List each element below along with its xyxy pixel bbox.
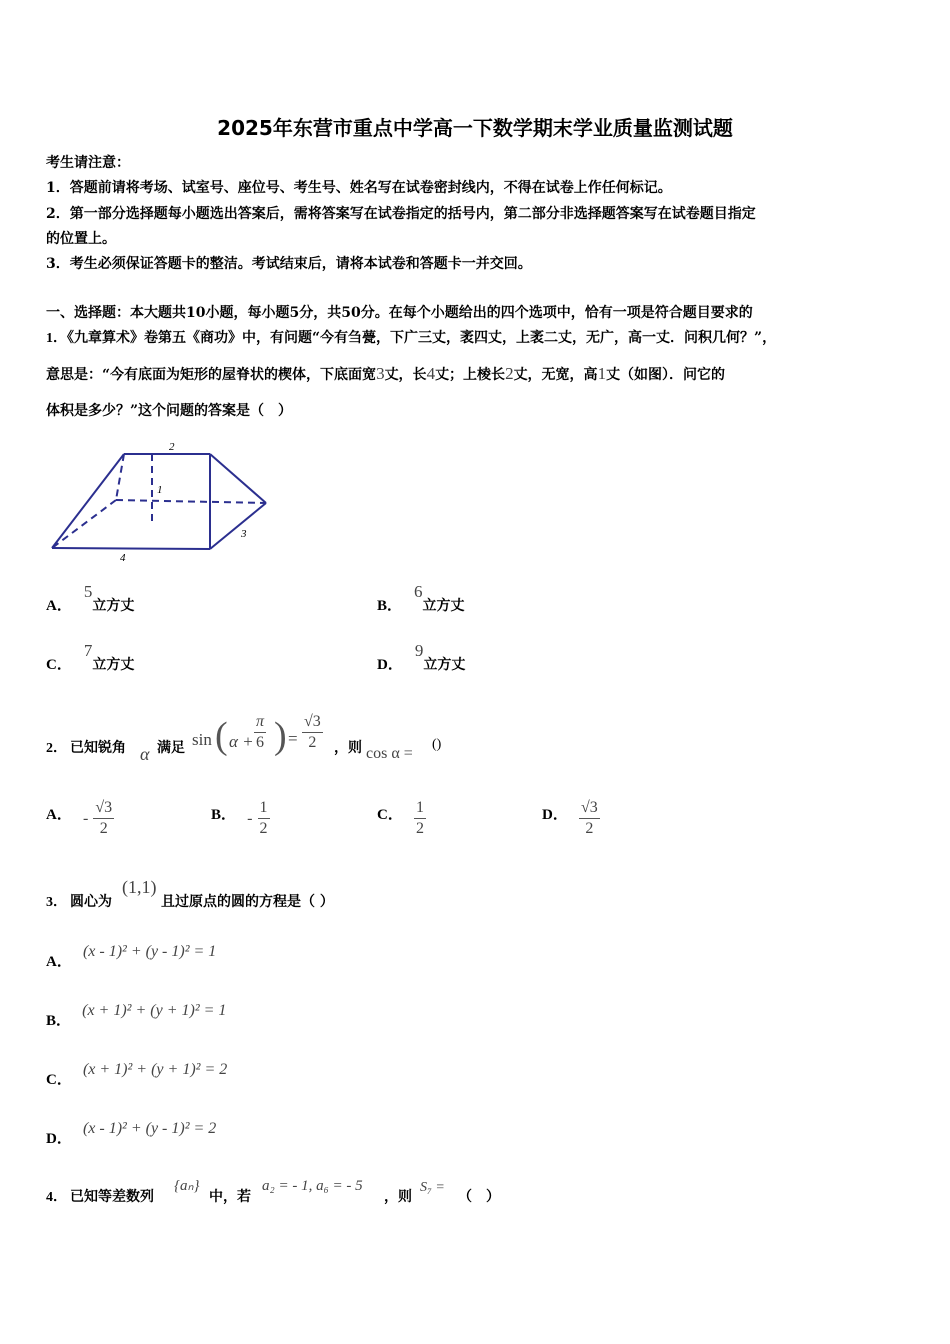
q3-option-c[interactable]: C． (x + 1)² + (y + 1)² = 2 [46, 1061, 228, 1088]
q3-option-b[interactable]: B． (x + 1)² + (y + 1)² = 1 [46, 1002, 227, 1029]
expression: α + [229, 732, 254, 751]
figure-hidden-edge [116, 454, 124, 500]
notice-item: 3．考生必须保证答题卡的整洁。考试结束后，请将本试卷和答题卡一并交回。 [46, 256, 532, 272]
option-expression: (x - 1)² + (y - 1)² = 2 [82, 1120, 217, 1137]
question-text: ，则 [334, 740, 362, 756]
answer-paren: () [432, 737, 442, 752]
question-1-line2 [46, 364, 725, 384]
question-number: 4． [46, 1190, 67, 1205]
figure-hidden-edge [116, 500, 266, 503]
pi-over-six: $\frac{\pi}{6}$ [256, 713, 265, 751]
q1-option-b[interactable]: B．6立方丈 [377, 582, 465, 614]
sum-expression: S₇ = [420, 1180, 445, 1195]
exam-page: 2025年东营市重点中学高一下数学期末学业质量监测试题 考生请注意： 1．答题前请将考场、试室号、座位号、考生号、姓名写在试卷密封线内，不得在试卷上作任何标记。 2．第一部分选择题每小题选出答案后，需将答案写在试卷指定的括号内，第二部分非选择题答案写在试卷题目指定 的位置上。 3．考生必须保证答题卡的整洁。考试结束后，请将本试卷和答题卡一并交回。 一、选择题：本大题共10小题，每小题5分，共50分。在每个小题给出的四个选项中，恰有一项是符合题目要求的 1．《九章算术》卷第五《商功》中，有问题“今有刍甍，下广三丈，袤四丈，上袤二丈，无广，高一丈．问积几何？”， 意思是：“今有底面为矩形的屋脊状的楔体，下底面宽3丈，长4丈；上棱长2丈，无宽，高1丈（如图）．问它的 体积是多少？”这个问题的答案是（ ） 2 1 3 4 A．5立方丈 B．6立方丈 C．7立方丈 D．9立方丈 2． 已知锐角 α 满足 sin ( α + $\frac{\pi}{6}$ ) = $\frac{√3}{2}$ ，则 cos α = () A． - $\frac{√3}{2}$ B． - $\frac{1}{2}$ C． $\frac{1}{2}$ D． $\frac{√3}{2}$ 3． 圆心为 (1,1) 且过原点的圆的方程是（ ） A． (x - 1)² + (y - 1)² = 1 B． (x + 1)² + (y + 1)² = 1 C． (x + 1)² + (y + 1)² = 2 D． (x - 1)² + (y - 1)² = 2 4． 已知等差数列 {aₙ} 中，若 a₂ = - 1, a₆ = - 5 ，则 S₇ = （ ） [0, 0, 950, 1344]
length-value: 4 [426, 364, 436, 383]
q2-option-b[interactable]: B． - $\frac{1}{2}$ [211, 799, 268, 837]
question-text: 且过原点的圆的方程是（ ） [161, 894, 334, 910]
option-fraction: $\frac{1}{2}$ [415, 799, 424, 837]
figure-label-bottom: 4 [120, 552, 126, 564]
option-unit: 立方丈 [422, 598, 465, 614]
question-1-line3: 体积是多少？”这个问题的答案是（ ） [46, 403, 293, 419]
q3-option-d[interactable]: D． (x - 1)² + (y - 1)² = 2 [46, 1120, 217, 1147]
notice-item: 1．答题前请将考场、试室号、座位号、考生号、姓名写在试卷密封线内，不得在试卷上作任何标记。 [46, 180, 672, 196]
question-text: 满足 [157, 740, 185, 756]
question-text: 《九章算术》卷第五《商功》中，有问题“今有刍甍，下广三丈，袤四丈，上袤二丈，无广，高一丈．问积几何？”， [67, 330, 777, 346]
q2-option-d[interactable]: D． $\frac{√3}{2}$ [542, 799, 598, 837]
alpha-symbol: α [140, 744, 150, 764]
equals-sign: = [288, 729, 298, 748]
width-value: 3 [376, 364, 385, 383]
sequence-symbol: {aₙ} [174, 1178, 200, 1194]
question-number: 3． [46, 895, 67, 910]
option-unit: 立方丈 [423, 657, 466, 673]
question-text: 已知等差数列 [70, 1189, 154, 1205]
sqrt3-over-two: $\frac{√3}{2}$ [304, 713, 321, 751]
question-text: 丈（如图）．问它的 [606, 367, 726, 383]
option-unit: 立方丈 [92, 657, 135, 673]
question-text: 已知锐角 [70, 740, 126, 756]
question-text: 丈；上棱长 [435, 367, 506, 383]
figure-edge [210, 503, 266, 549]
question-number: 1． [46, 331, 67, 346]
section-heading: 一、选择题：本大题共10小题，每小题5分，共50分。在每个小题给出的四个选项中，恰有一项是符合题目要求的 [46, 305, 753, 321]
question-text: 丈，长 [384, 367, 427, 383]
q1-option-c[interactable]: C．7立方丈 [46, 641, 135, 673]
option-value: 5 [83, 582, 93, 601]
option-fraction: $\frac{√3}{2}$ [580, 799, 598, 837]
question-text: 圆心为 [70, 894, 112, 910]
top-edge-value: 2 [505, 364, 514, 383]
page-title: 2025年东营市重点中学高一下数学期末学业质量监测试题 [217, 116, 733, 140]
question-number: 2． [46, 741, 67, 756]
notice-item: 2．第一部分选择题每小题选出答案后，需将答案写在试卷指定的括号内，第二部分非选择题答案写在试卷题目指定 [46, 206, 756, 222]
q2-option-a[interactable]: A． - $\frac{√3}{2}$ [46, 799, 113, 837]
condition-expression: a₂ = - 1, a₆ = - 5 [262, 1178, 363, 1194]
question-text: ，则 [384, 1189, 412, 1205]
q2-option-c[interactable]: C． $\frac{1}{2}$ [377, 799, 424, 837]
q1-option-a[interactable]: A．5立方丈 [46, 582, 135, 614]
option-value: 6 [414, 582, 423, 601]
notice-heading: 考生请注意： [46, 155, 130, 171]
question-1-line1 [46, 327, 776, 347]
q3-option-a[interactable]: A． (x - 1)² + (y - 1)² = 1 [46, 943, 217, 970]
figure-label-top: 2 [169, 441, 175, 453]
answer-paren: （ ） [458, 1189, 500, 1205]
option-expression: (x + 1)² + (y + 1)² = 1 [82, 1002, 227, 1019]
cos-expression: cos α = [366, 745, 413, 762]
figure-edge [52, 548, 210, 549]
center-point: (1,1) [122, 877, 157, 897]
wedge-figure [44, 436, 274, 566]
figure-label-height: 1 [157, 484, 163, 496]
option-expression: (x - 1)² + (y - 1)² = 1 [82, 943, 217, 960]
option-unit: 立方丈 [92, 598, 135, 614]
q1-option-d[interactable]: D．9立方丈 [377, 641, 466, 673]
option-value: 7 [83, 641, 93, 660]
option-expression: (x + 1)² + (y + 1)² = 2 [82, 1061, 228, 1078]
notice-item: 的位置上。 [46, 231, 116, 247]
option-value: 9 [414, 641, 424, 660]
figure-label-right: 3 [241, 528, 247, 540]
question-text: 意思是：“今有底面为矩形的屋脊状的楔体，下底面宽 [46, 367, 377, 383]
question-text: 丈，无宽，高 [513, 367, 598, 383]
question-text: 中，若 [209, 1189, 251, 1205]
option-fraction: $\frac{√3}{2}$ [95, 799, 113, 837]
figure-edge [210, 454, 266, 503]
height-value: 1 [597, 364, 607, 383]
option-fraction: $\frac{1}{2}$ [259, 799, 268, 837]
sin-function: sin [192, 730, 212, 749]
